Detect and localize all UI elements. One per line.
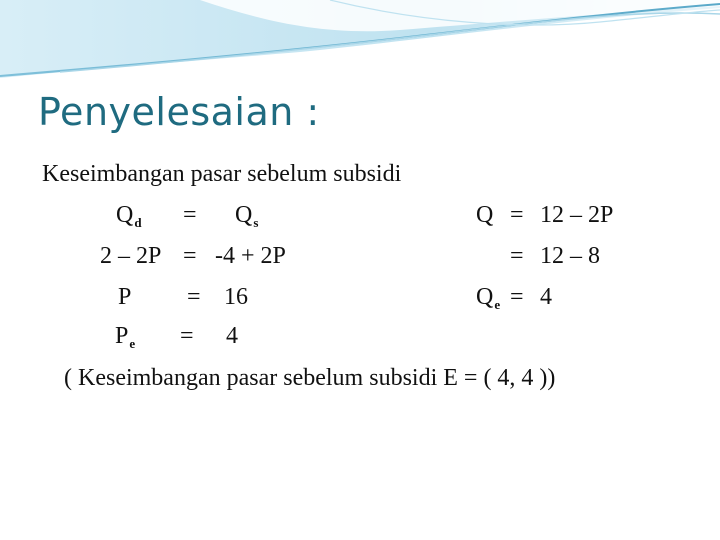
- left-row4-rhs: 4: [226, 323, 238, 349]
- left-row4-eq: =: [180, 323, 194, 349]
- left-row3-eq: =: [187, 284, 201, 310]
- left-row2-rhs: -4 + 2P: [215, 243, 286, 269]
- header-banner: [0, 0, 720, 90]
- left-row3-rhs: 16: [224, 284, 248, 310]
- left-row1-rhs: $Q_s$: [235, 202, 259, 230]
- left-row1-eq: =: [183, 202, 197, 228]
- slide-title: Penyelesaian :: [38, 90, 320, 134]
- right-row2-rhs: 12 – 8: [540, 243, 600, 269]
- right-row2-eq: =: [510, 243, 524, 269]
- left-row4-lhs: $P_e$: [115, 323, 136, 351]
- right-row1-eq: =: [510, 202, 524, 228]
- left-row1-lhs: $Q_d$: [116, 202, 142, 230]
- heading-text: Keseimbangan pasar sebelum subsidi: [42, 161, 402, 187]
- right-row1-rhs: 12 – 2P: [540, 202, 614, 228]
- right-row1-lhs: Q: [476, 202, 494, 228]
- left-row3-lhs: P: [118, 284, 132, 310]
- right-row3-eq: =: [510, 284, 524, 310]
- left-row2-lhs: 2 – 2P: [100, 243, 162, 269]
- left-row2-eq: =: [183, 243, 197, 269]
- right-row3-rhs: 4: [540, 284, 552, 310]
- conclusion-text: ( Keseimbangan pasar sebelum subsidi E = ( 4, 4 )): [64, 365, 556, 391]
- right-row3-lhs: $Q_e$: [476, 284, 501, 312]
